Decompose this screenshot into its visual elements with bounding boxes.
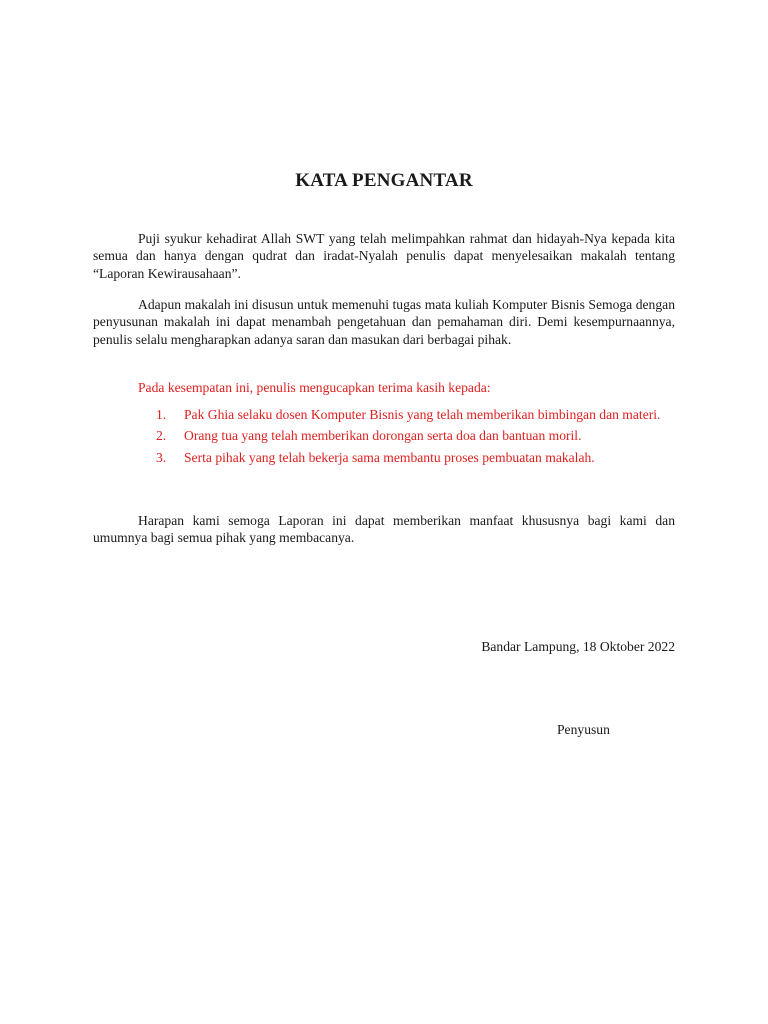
list-number: 1. bbox=[156, 407, 167, 422]
list-item-text: Serta pihak yang telah bekerja sama membantu proses pembuatan makalah. bbox=[184, 449, 595, 465]
list-number: 2. bbox=[156, 428, 167, 444]
place-date: Bandar Lampung, 18 Oktober 2022 bbox=[481, 639, 675, 654]
paragraph-purpose bbox=[93, 296, 675, 348]
list-item-text: Pak Ghia selaku dosen Komputer Bisnis yang telah memberikan bimbingan dan materi. bbox=[184, 407, 661, 422]
list-item bbox=[138, 427, 675, 444]
list-item bbox=[138, 449, 675, 466]
paragraph-intro bbox=[93, 230, 675, 282]
thanks-list bbox=[138, 406, 675, 470]
list-number: 3. bbox=[156, 449, 167, 465]
thanks-intro-text: Pada kesempatan ini, penulis mengucapkan terima kasih kepada: bbox=[138, 380, 491, 395]
paragraph-text: Adapun makalah ini disusun untuk memenuhi tugas mata kuliah Komputer Bisnis Semoga dengan penyusunan makalah ini dapat menambah pengetahuan dan pemahaman diri. Demi kesempurnaannya, penulis selalu mengharapkan adanya saran dan masukan dari berbagai pihak. bbox=[93, 297, 675, 347]
list-item-text: Orang tua yang telah memberikan dorongan serta doa dan bantuan moril. bbox=[184, 428, 582, 444]
page-title: KATA PENGANTAR bbox=[295, 170, 473, 191]
paragraph-text: Harapan kami semoga Laporan ini dapat memberikan manfaat khususnya bagi kami dan umumnya bagi semua pihak yang membacanya. bbox=[93, 513, 675, 546]
list-item bbox=[138, 406, 675, 423]
paragraph-closing bbox=[93, 512, 675, 547]
thanks-intro bbox=[93, 379, 675, 396]
paragraph-text: Puji syukur kehadirat Allah SWT yang telah melimpahkan rahmat dan hidayah-Nya kepada kita semua dan hanya dengan qudrat dan iradat-Nyalah penulis dapat menyelesaikan makalah tentang “Laporan Kewirausahaan”. bbox=[93, 231, 675, 281]
signature-label: Penyusun bbox=[557, 722, 610, 737]
